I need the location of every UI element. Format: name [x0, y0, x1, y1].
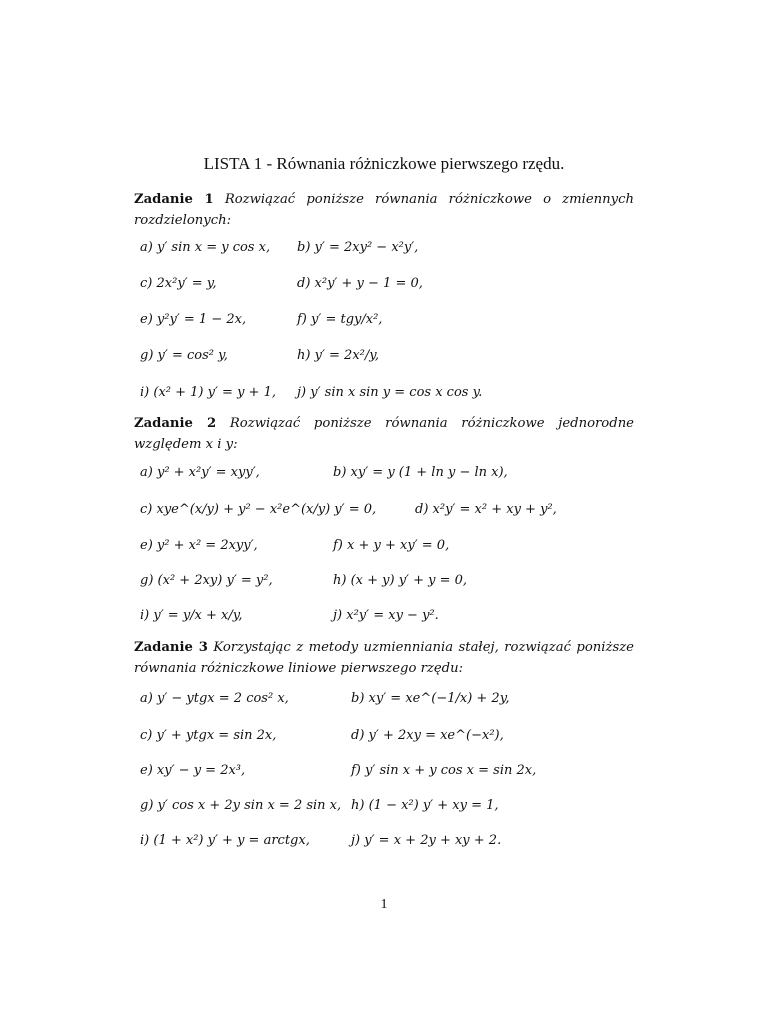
task-1-item-g: g) y′ = cos² y,	[140, 348, 228, 363]
task-2-item-g: g) (x² + 2xy) y′ = y²,	[140, 573, 273, 588]
task-3-item-a: a) y′ − ytgx = 2 cos² x,	[140, 691, 289, 706]
task-3-item-b: b) xy′ = xe^(−1/x) + 2y,	[351, 691, 510, 706]
task-2-item-e: e) y² + x² = 2xyy′,	[140, 538, 258, 553]
task-3-item-f: f) y′ sin x + y cos x = sin 2x,	[351, 763, 537, 778]
task-1-item-d: d) x²y′ + y − 1 = 0,	[297, 276, 423, 291]
task-1-description: Rozwiązać poniższe równania różniczkowe o zmiennych rozdzielonych:	[134, 192, 634, 228]
task-1-item-a: a) y′ sin x = y cos x,	[140, 240, 271, 255]
task-1-heading	[134, 189, 634, 231]
task-1-item-b: b) y′ = 2xy² − x²y′,	[297, 240, 419, 255]
task-2-item-i: i) y′ = y/x + x/y,	[140, 608, 243, 623]
task-3-item-e: e) xy′ − y = 2x³,	[140, 763, 246, 778]
task-2-description: Rozwiązać poniższe równania różniczkowe jednorodne względem x i y:	[134, 416, 634, 452]
task-3-item-d: d) y′ + 2xy = xe^(−x²),	[351, 728, 504, 743]
task-1-item-c: c) 2x²y′ = y,	[140, 276, 217, 291]
task-2-item-h: h) (x + y) y′ + y = 0,	[333, 573, 468, 588]
page-number: 1	[380, 897, 388, 912]
task-2-item-a: a) y² + x²y′ = xyy′,	[140, 465, 260, 480]
task-3-item-h: h) (1 − x²) y′ + xy = 1,	[351, 798, 499, 813]
task-3-name: Zadanie 3	[134, 640, 208, 655]
task-1-item-f: f) y′ = tgy/x²,	[297, 312, 383, 327]
task-1-item-j: j) y′ sin x sin y = cos x cos y.	[297, 385, 483, 400]
task-3-item-j: j) y′ = x + 2y + xy + 2.	[351, 833, 502, 848]
task-2-item-f: f) x + y + xy′ = 0,	[333, 538, 450, 553]
task-1-item-e: e) y²y′ = 1 − 2x,	[140, 312, 247, 327]
task-2-heading	[134, 413, 634, 455]
task-2-item-b: b) xy′ = y (1 + ln y − ln x),	[333, 465, 508, 480]
task-1-name: Zadanie 1	[134, 192, 214, 207]
task-3-item-g: g) y′ cos x + 2y sin x = 2 sin x,	[140, 798, 342, 813]
task-1-item-i: i) (x² + 1) y′ = y + 1,	[140, 385, 276, 400]
task-3-heading	[134, 637, 634, 679]
task-2-item-j: j) x²y′ = xy − y².	[333, 608, 439, 623]
task-2-item-c: c) xye^(x/y) + y² − x²e^(x/y) y′ = 0,	[140, 502, 377, 517]
page-title: LISTA 1 - Równania różniczkowe pierwszego rzędu.	[203, 154, 565, 173]
task-2-name: Zadanie 2	[134, 416, 217, 431]
task-2-item-d: d) x²y′ = x² + xy + y²,	[415, 502, 557, 517]
task-3-description: Korzystając z metody uzmienniania stałej, rozwiązać poniższe równania różniczkowe liniowe pierwszego rzędu:	[134, 640, 634, 676]
task-3-item-i: i) (1 + x²) y′ + y = arctgx,	[140, 833, 310, 848]
task-1-item-h: h) y′ = 2x²/y,	[297, 348, 379, 363]
task-3-item-c: c) y′ + ytgx = sin 2x,	[140, 728, 277, 743]
